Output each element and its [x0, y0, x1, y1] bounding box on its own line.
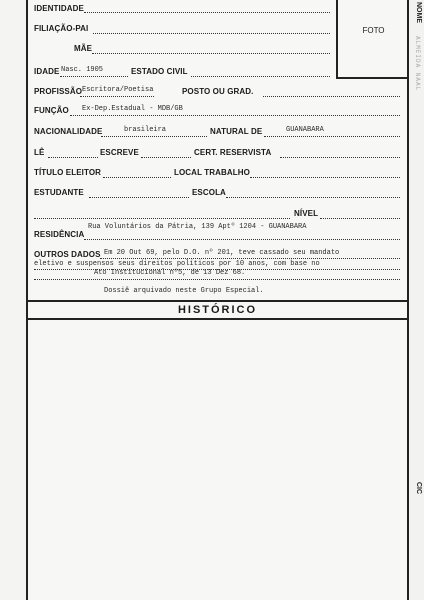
- label-mae: MÃE: [74, 44, 93, 53]
- label-escreve: ESCREVE: [100, 148, 139, 157]
- value-nacionalidade: brasileira: [124, 126, 167, 134]
- value-residencia: Rua Voluntários da Pátria, 139 Aptº 1204 - GUANABARA: [88, 223, 307, 231]
- line-outros-3: [34, 279, 400, 280]
- label-nacionalidade: NACIONALIDADE: [34, 127, 103, 136]
- line-idade: [60, 76, 128, 77]
- line-le: [48, 157, 98, 158]
- line-posto: [263, 96, 400, 97]
- label-titulo-eleitor: TÍTULO ELEITOR: [34, 168, 102, 177]
- label-identidade: IDENTIDADE: [34, 4, 84, 13]
- line-natural-de: [264, 136, 400, 137]
- line-escola: [226, 197, 400, 198]
- label-cert-reservista: CERT. RESERVISTA: [194, 148, 272, 157]
- value-outros-line3: Ato Institucional nº5, de 13 Dez 68.: [94, 269, 246, 277]
- side-faint-text: ALMEIDA NAAL: [414, 36, 421, 92]
- historico-header: HISTÓRICO: [26, 300, 409, 320]
- label-nivel: NÍVEL: [294, 209, 319, 218]
- line-cert-reservista: [280, 157, 400, 158]
- line-identidade: [84, 12, 330, 13]
- value-idade: Nasc. 1905: [61, 66, 104, 74]
- line-outros-1: [100, 258, 400, 259]
- value-profissao: Escritora/Poetisa: [82, 86, 154, 94]
- label-estado-civil: ESTADO CIVIL: [131, 67, 188, 76]
- value-funcao: Ex-Dep.Estadual - MDB/GB: [82, 105, 183, 113]
- label-residencia: RESIDÊNCIA: [34, 230, 85, 239]
- side-strip: [409, 0, 424, 600]
- label-escola: ESCOLA: [192, 188, 226, 197]
- label-filiacao-pai: FILIAÇÃO-PAI: [34, 24, 89, 33]
- line-local-trabalho: [250, 177, 400, 178]
- photo-box: [336, 0, 409, 79]
- side-label-nome: NOME: [415, 2, 422, 23]
- line-titulo-eleitor: [103, 177, 171, 178]
- line-nivel: [320, 218, 400, 219]
- line-residencia: [84, 239, 400, 240]
- label-natural-de: NATURAL DE: [210, 127, 263, 136]
- line-estudante: [89, 197, 189, 198]
- label-local-trabalho: LOCAL TRABALHO: [174, 168, 250, 177]
- photo-label: FOTO: [362, 26, 385, 35]
- value-outros-line2: eletivo e suspensos seus direitos políticos por 10 anos, com base no: [34, 260, 320, 268]
- line-filiacao-pai: [93, 33, 330, 34]
- label-profissao: PROFISSÃO: [34, 87, 83, 96]
- label-le: LÊ: [34, 148, 45, 157]
- label-estudante: ESTUDANTE: [34, 188, 84, 197]
- label-idade: IDADE: [34, 67, 60, 76]
- line-nacionalidade: [101, 136, 207, 137]
- value-outros-line1: Em 20 Out 69, pelo D.O. nº 201, teve cassado seu mandato: [104, 249, 340, 257]
- line-mae: [92, 53, 330, 54]
- label-outros-dados: OUTROS DADOS: [34, 250, 101, 259]
- line-estado-civil: [191, 76, 330, 77]
- label-funcao: FUNÇÃO: [34, 106, 69, 115]
- label-posto: POSTO OU GRAD.: [182, 87, 254, 96]
- value-natural: GUANABARA: [286, 126, 324, 134]
- value-outros-line4: Dossiê arquivado neste Grupo Especial.: [104, 287, 264, 295]
- line-profissao: [80, 96, 154, 97]
- line-nivel-blank: [34, 218, 290, 219]
- side-label-cic: CIC: [415, 482, 422, 495]
- line-escreve: [141, 157, 191, 158]
- line-funcao: [70, 115, 400, 116]
